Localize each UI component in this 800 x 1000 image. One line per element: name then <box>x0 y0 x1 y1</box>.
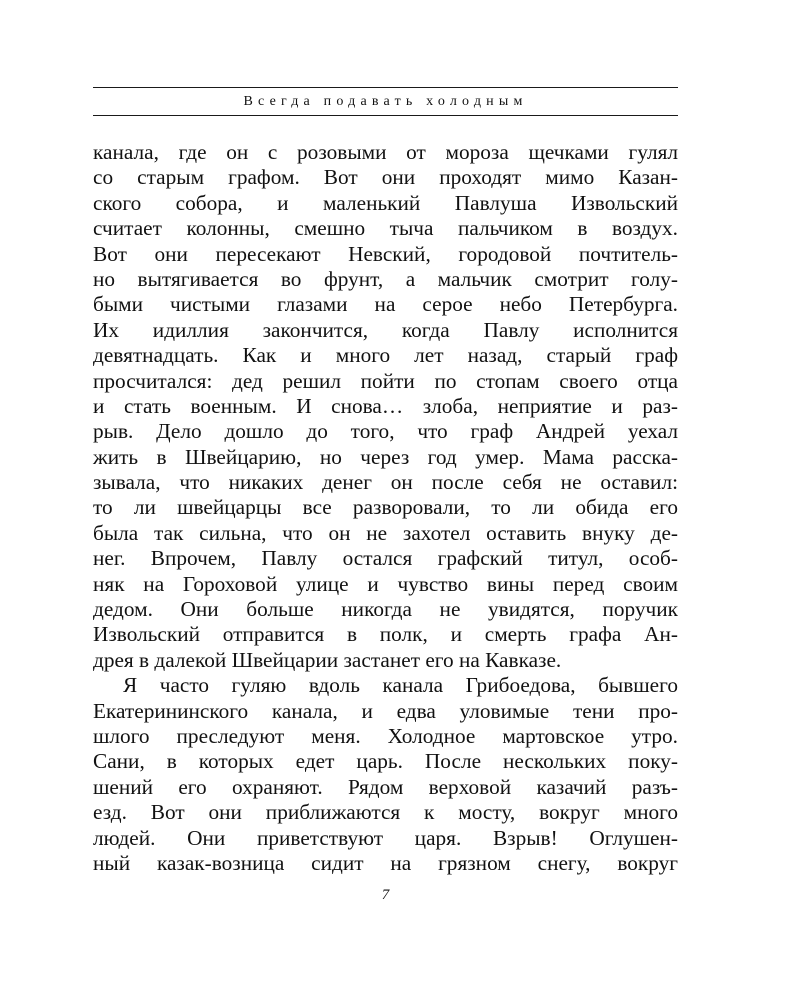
text-line: девятнадцать. Как и много лет назад, старый граф <box>93 343 678 368</box>
text-line: няк на Гороховой улице и чувство вины перед своим <box>93 571 678 596</box>
text-line: и стать военным. И снова… злоба, неприятие и раз- <box>93 393 678 418</box>
text-line: шлого преследуют меня. Холодное мартовское утро. <box>93 723 678 748</box>
text-line: Сани, в которых едет царь. После нескольких поку- <box>93 749 678 774</box>
text-line: дедом. Они больше никогда не увидятся, поручик <box>93 597 678 622</box>
text-line: ского собора, и маленький Павлуша Извольский <box>93 190 678 215</box>
text-line: Их идиллия закончится, когда Павлу исполнится <box>93 317 678 342</box>
text-line: Извольский отправится в полк, и смерть графа Ан- <box>93 622 678 647</box>
header-rule-bottom <box>93 115 678 116</box>
text-line: зывала, что никаких денег он после себя не оставил: <box>93 470 678 495</box>
page-number: 7 <box>381 887 390 903</box>
text-line: жить в Швейцарию, но через год умер. Мама расска- <box>93 444 678 469</box>
text-line: Я часто гуляю вдоль канала Грибоедова, бывшего <box>123 673 678 698</box>
text-line: то ли швейцарцы все разворовали, то ли обида его <box>93 495 678 520</box>
text-line: нег. Впрочем, Павлу остался графский титул, особ- <box>93 546 678 571</box>
text-line: дрея в далекой Швейцарии застанет его на Кавказе. <box>93 647 562 672</box>
text-line: но вытягивается во фрунт, а мальчик смотрит голу- <box>93 266 678 291</box>
text-line: быми чистыми глазами на серое небо Петербурга. <box>93 292 678 317</box>
text-line: считает колонны, смешно тыча пальчиком в воздух. <box>93 216 678 241</box>
text-line: шений его охраняют. Рядом верховой казачий разъ- <box>93 774 678 799</box>
text-line: Вот они пересекают Невский, городовой почтитель- <box>93 241 678 266</box>
text-line: Екатерининского канала, и едва уловимые тени про- <box>93 698 678 723</box>
text-line: просчитался: дед решил пойти по стопам своего отца <box>93 368 678 393</box>
paragraph-2 <box>93 673 678 876</box>
text-line: рыв. Дело дошло до того, что граф Андрей уехал <box>93 419 678 444</box>
text-line: была так сильна, что он не захотел оставить внуку де- <box>93 520 678 545</box>
paragraph-1 <box>93 140 678 673</box>
text-line: ный казак-возница сидит на грязном снегу, вокруг <box>93 850 678 875</box>
text-line: людей. Они приветствуют царя. Взрыв! Оглушен- <box>93 825 678 850</box>
text-line: со старым графом. Вот они проходят мимо Казан- <box>93 165 678 190</box>
text-line: канала, где он с розовыми от мороза щечками гулял <box>93 140 678 164</box>
body-text <box>93 140 678 876</box>
text-line: езд. Вот они приближаются к мосту, вокруг много <box>93 800 678 825</box>
running-head: Всегда подавать холодным <box>243 94 528 109</box>
header-rule-top <box>93 87 678 88</box>
